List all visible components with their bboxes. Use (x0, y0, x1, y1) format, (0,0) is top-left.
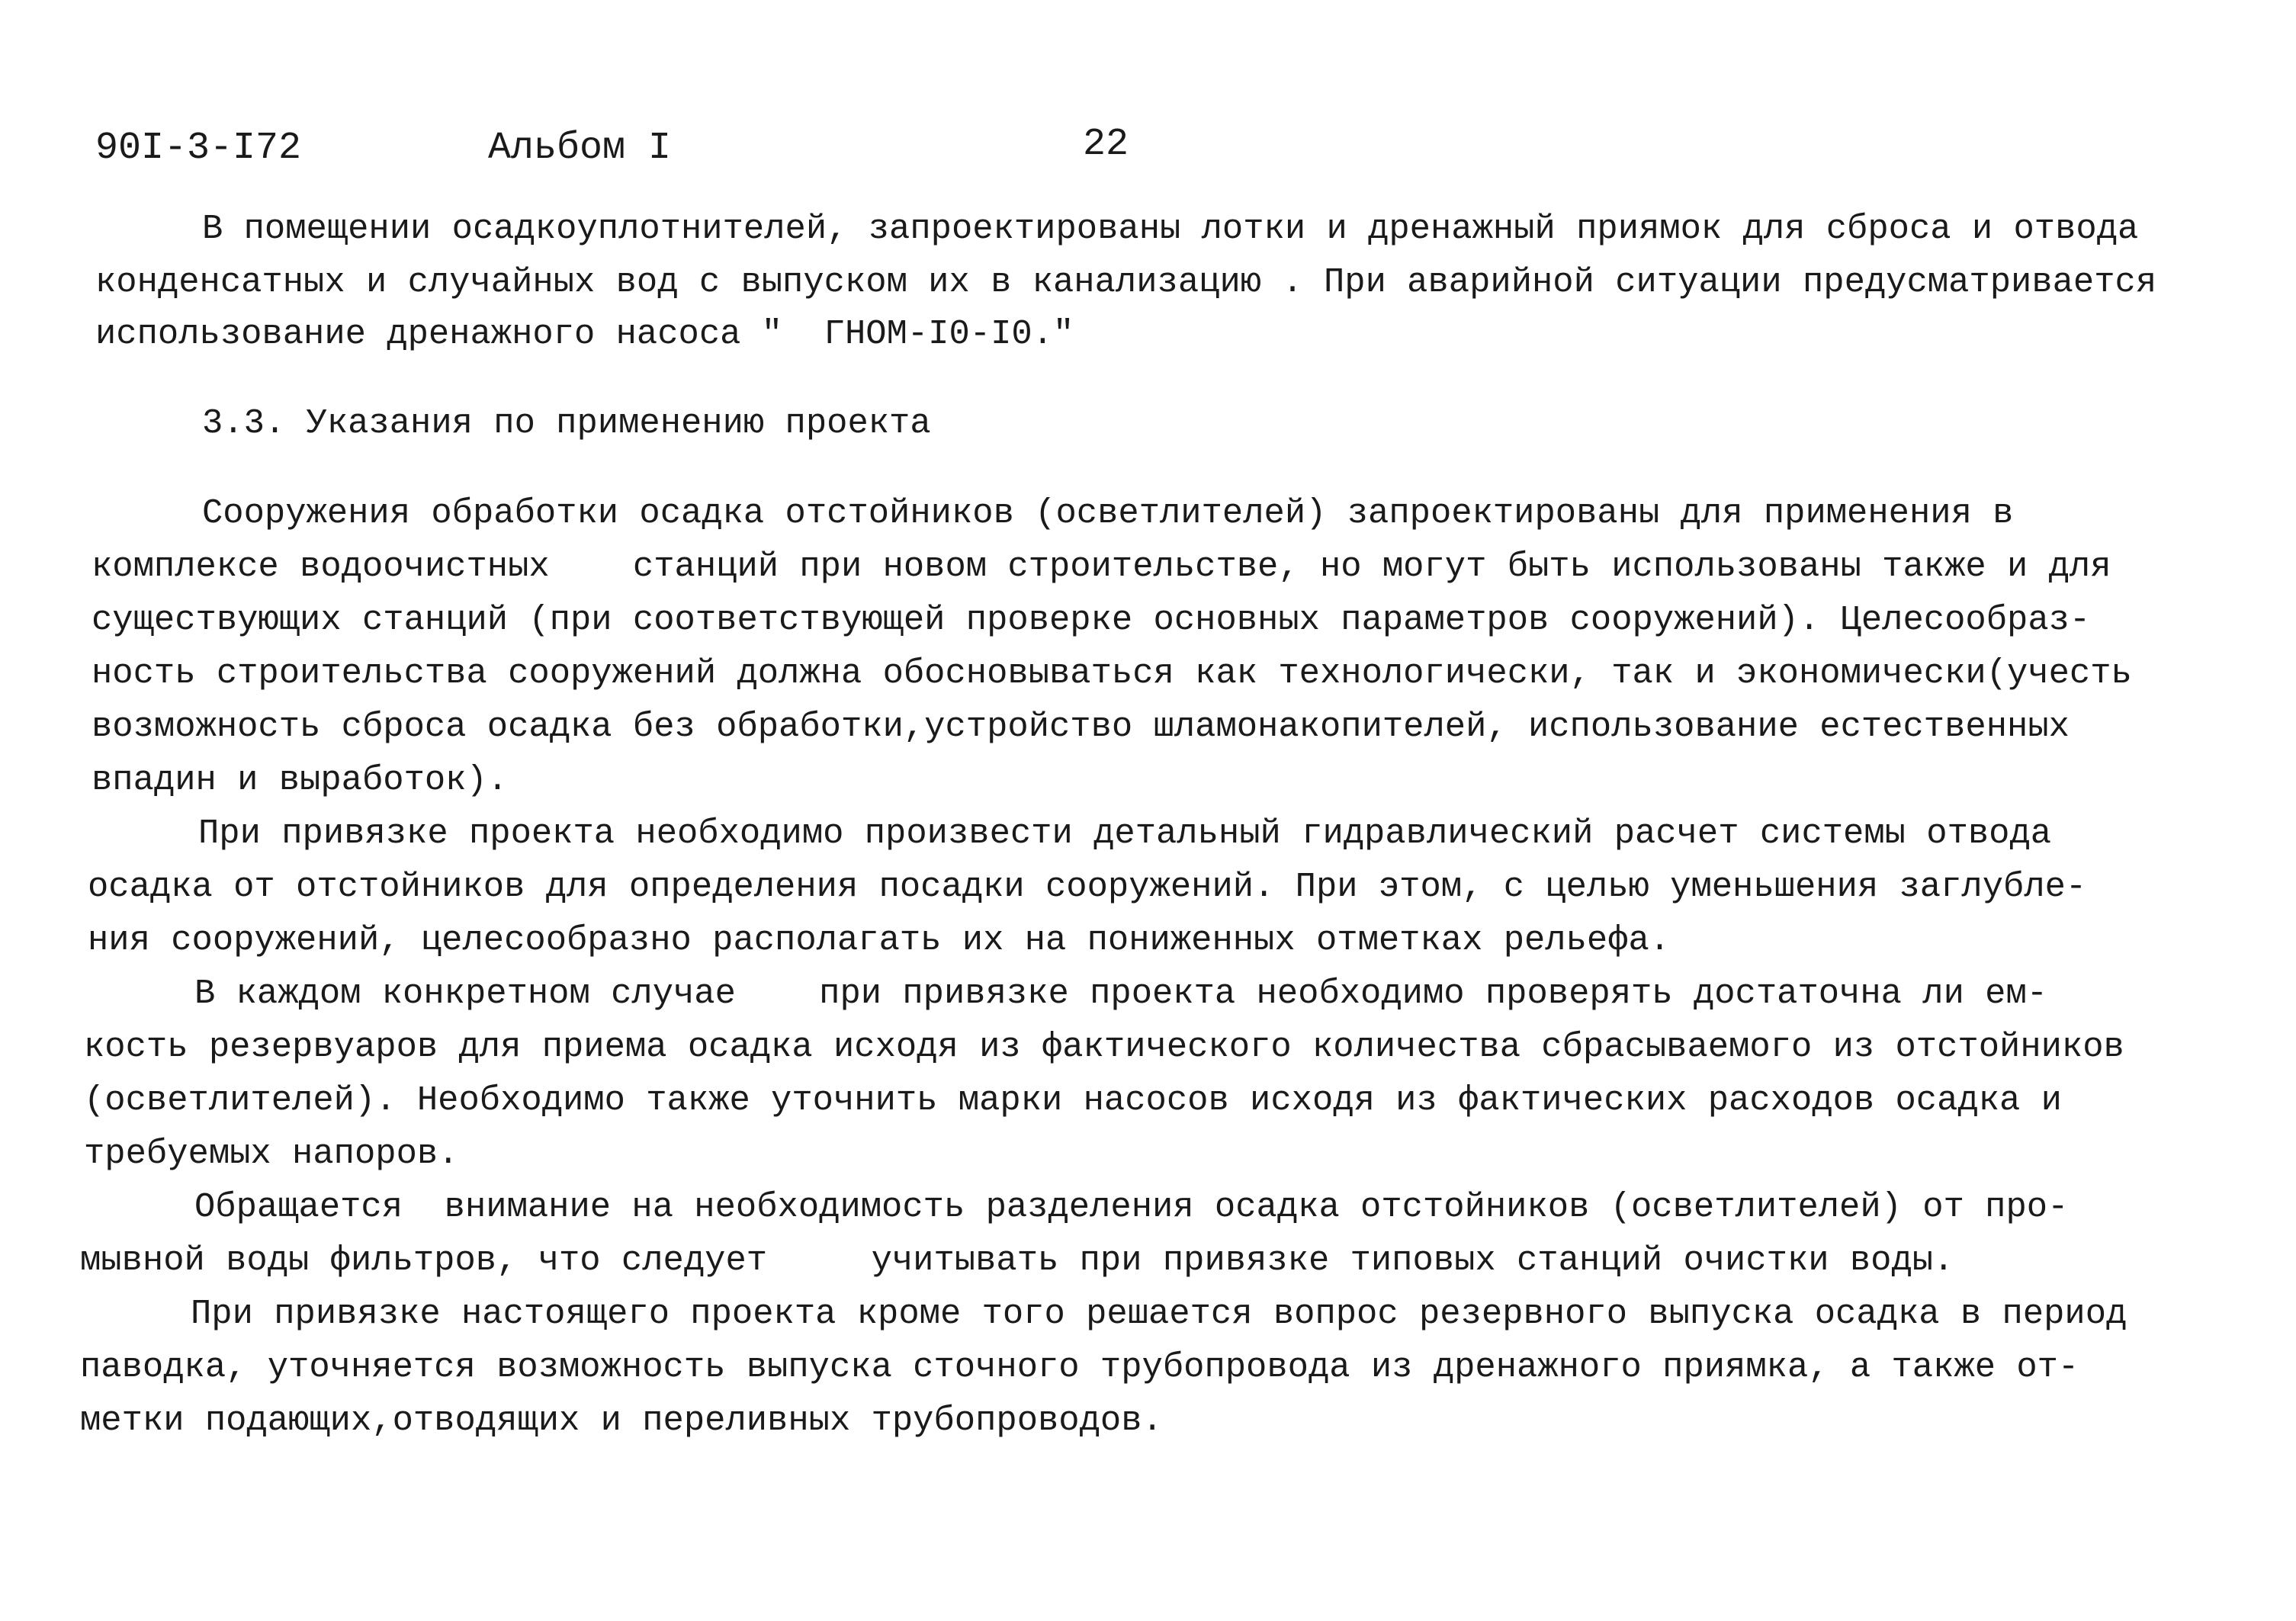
text-line: В помещении осадкоуплотнителей, запроектированы лотки и дренажный приямок для сброса и отвода (202, 209, 2139, 249)
text-line: возможность сброса осадка без обработки,устройство шламонакопителей, использование естественных (92, 707, 2070, 746)
text-line: ность строительства сооружений должна обосновываться как технологически, так и экономически(учесть (92, 653, 2132, 693)
text-line: (осветлителей). Необходимо также уточнить марки насосов исходя из фактических расходов осадка и (84, 1080, 2062, 1120)
text-line: При привязке проекта необходимо произвести детальный гидравлический расчет системы отвода (198, 814, 2052, 853)
album-label: Альбом I (488, 127, 672, 170)
text-line: требуемых напоров. (84, 1134, 459, 1173)
text-line: метки подающих,отводящих и переливных трубопроводов. (80, 1401, 1163, 1440)
text-line: мывной воды фильтров, что следует учитывать при привязке типовых станций очистки воды. (80, 1241, 1954, 1280)
text-line: При привязке настоящего проекта кроме того решается вопрос резервного выпуска осадка в период (191, 1294, 2127, 1334)
text-line: паводка, уточняется возможность выпуска сточного трубопровода из дренажного приямка, а также от- (80, 1347, 2079, 1387)
text-line: В каждом конкретном случае при привязке проекта необходимо проверять достаточна ли ем- (194, 974, 2048, 1013)
text-line: ния сооружений, целесообразно располагать их на пониженных отметках рельефа. (88, 920, 1671, 960)
text-line: осадка от отстойников для определения посадки сооружений. При этом, с целью уменьшения заглубле- (88, 867, 2087, 907)
text-line: кость резервуаров для приема осадка исходя из фактического количества сбрасываемого из отстойников (84, 1027, 2124, 1067)
document-code: 90I-3-I72 (95, 127, 302, 170)
text-line: существующих станций (при соответствующей проверке основных параметров сооружений). Целесообраз- (92, 600, 2091, 640)
text-line: Обращается внимание на необходимость разделения осадка отстойников (осветлителей) от про- (194, 1187, 2069, 1227)
text-line: Сооружения обработки осадка отстойников (осветлителей) запроектированы для применения в (202, 493, 2014, 533)
text-line: впадин и выработок). (92, 760, 509, 800)
text-line: использование дренажного насоса " ГНОМ-I0-I0." (95, 314, 1074, 354)
text-line: конденсатных и случайных вод с выпуском их в канализацию . При аварийной ситуации предусматривается (95, 262, 2157, 302)
page-number: 22 (1083, 123, 1129, 166)
text-line: комплексе водоочистных станций при новом строительстве, но могут быть использованы также и для (92, 547, 2111, 586)
section-heading: 3.3. Указания по применению проекта (202, 403, 931, 443)
